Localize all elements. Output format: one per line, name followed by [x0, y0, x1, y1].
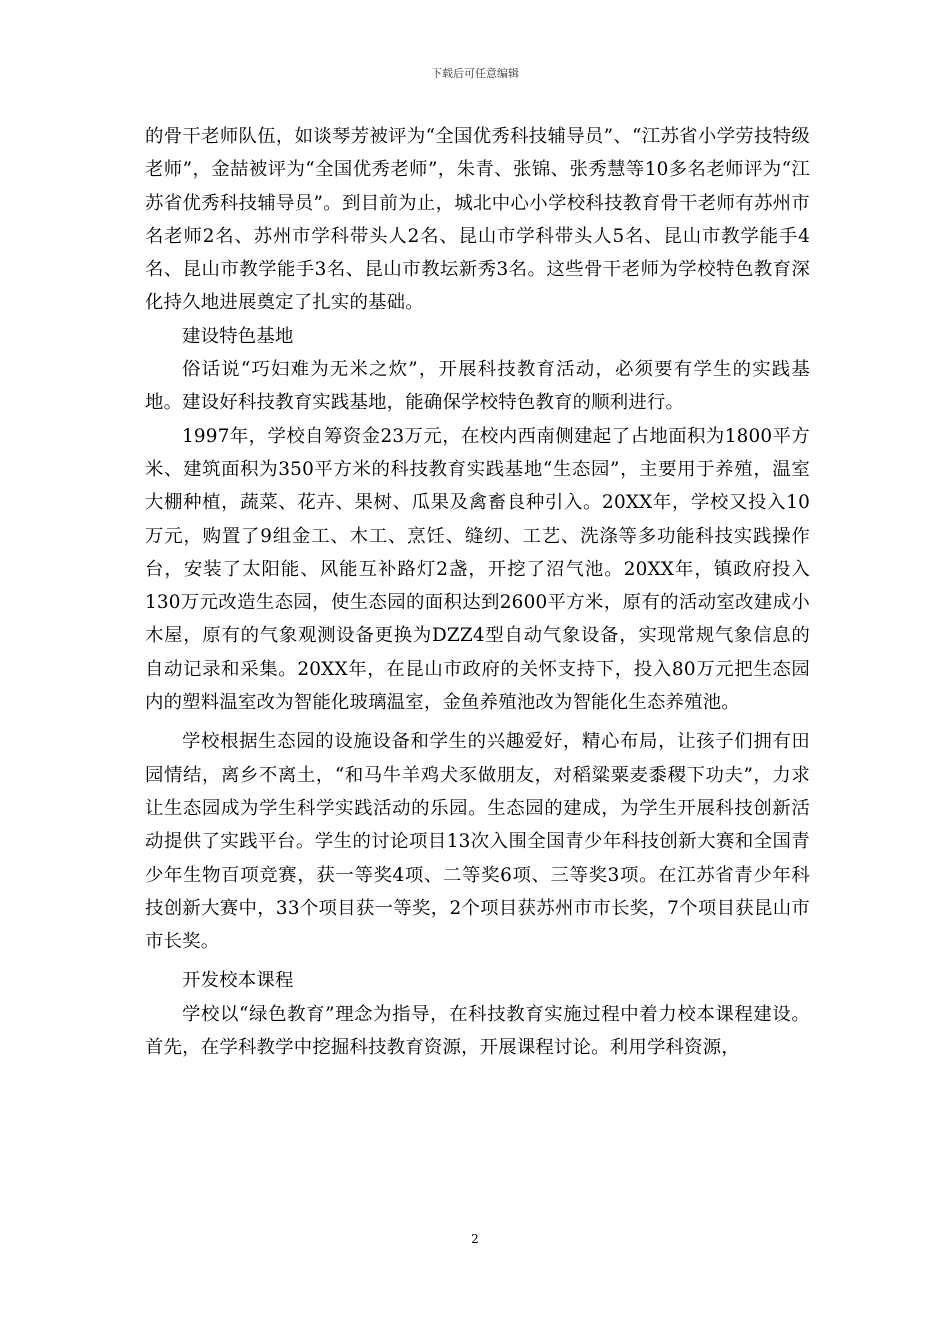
page-header: 下载后可任意编辑 — [431, 67, 519, 80]
section-heading-base: 建设特色基地 — [182, 325, 294, 347]
paragraph-park-activities: 学校根据生态园的设施设备和学生的兴趣爱好，精心布局，让孩子们拥有田园情结，离乡不离土，“和马牛羊鸡犬豕做朋友，对稻粱粟麦黍稷下功夫”，力求让生态园成为学生科学实践活动的乐园。生态园的建成，为学生开展科技创新活动提供了实践平台。学生的讨论项目13次入围全国青少年科技创新大赛和全国青少年生物百项竞赛，获一等奖4项、二等奖6项、三等奖3项。在江苏省青少年科技创新大赛中，33个项目获一等奖，2个项目获苏州市市长奖，7个项目获昆山市市长奖。 — [145, 731, 810, 953]
page-number: 2 — [471, 1232, 479, 1246]
section-heading-curriculum: 开发校本课程 — [182, 970, 294, 992]
document-body — [145, 120, 810, 1064]
paragraph-ecological-park: 1997年，学校自筹资金23万元，在校内西南侧建起了占地面积为1800平方米、建筑面积为350平方米的科技教育实践基地“生态园”，主要用于养殖，温室大棚种植，蔬菜、花卉、果树、瓜果及禽畜良种引入。20XX年，学校又投入10万元，购置了9组金工、木工、烹饪、缝纫、工艺、洗涤等多功能科技实践操作台，安装了太阳能、风能互补路灯2盏，开挖了沼气池。20XX年，镇政府投入130万元改造生态园，使生态园的面积达到2600平方米，原有的活动室改建成小木屋，原有的气象观测设备更换为DZZ4型自动气象设备，实现常规气象信息的自动记录和采集。20XX年，在昆山市政府的关怀支持下，投入80万元把生态园内的塑料温室改为智能化玻璃温室，金鱼养殖池改为智能化生态养殖池。 — [145, 425, 810, 714]
paragraph-teacher-team: 的骨干老师队伍，如谈琴芳被评为“全国优秀科技辅导员”、“江苏省小学劳技特级老师”，金喆被评为“全国优秀老师”，朱青、张锦、张秀慧等10多名老师评为“江苏省优秀科技辅导员”。到目前为止，城北中心小学校科技教育骨干老师有苏州市名老师2名、苏州市学科带头人2名、昆山市学科带头人5名、昆山市教学能手4名、昆山市教学能手3名、昆山市教坛新秀3名。这些骨干老师为学校特色教育深化持久地进展奠定了扎实的基础。 — [145, 126, 810, 314]
paragraph-proverb: 俗话说“巧妇难为无米之炊”，开展科技教育活动，必须要有学生的实践基地。建设好科技教育实践基地，能确保学校特色教育的顺利进行。 — [145, 359, 810, 414]
paragraph-green-education: 学校以“绿色教育”理念为指导，在科技教育实施过程中着力校本课程建设。首先，在学科教学中挖掘科技教育资源，开展课程讨论。利用学科资源， — [145, 1003, 810, 1059]
